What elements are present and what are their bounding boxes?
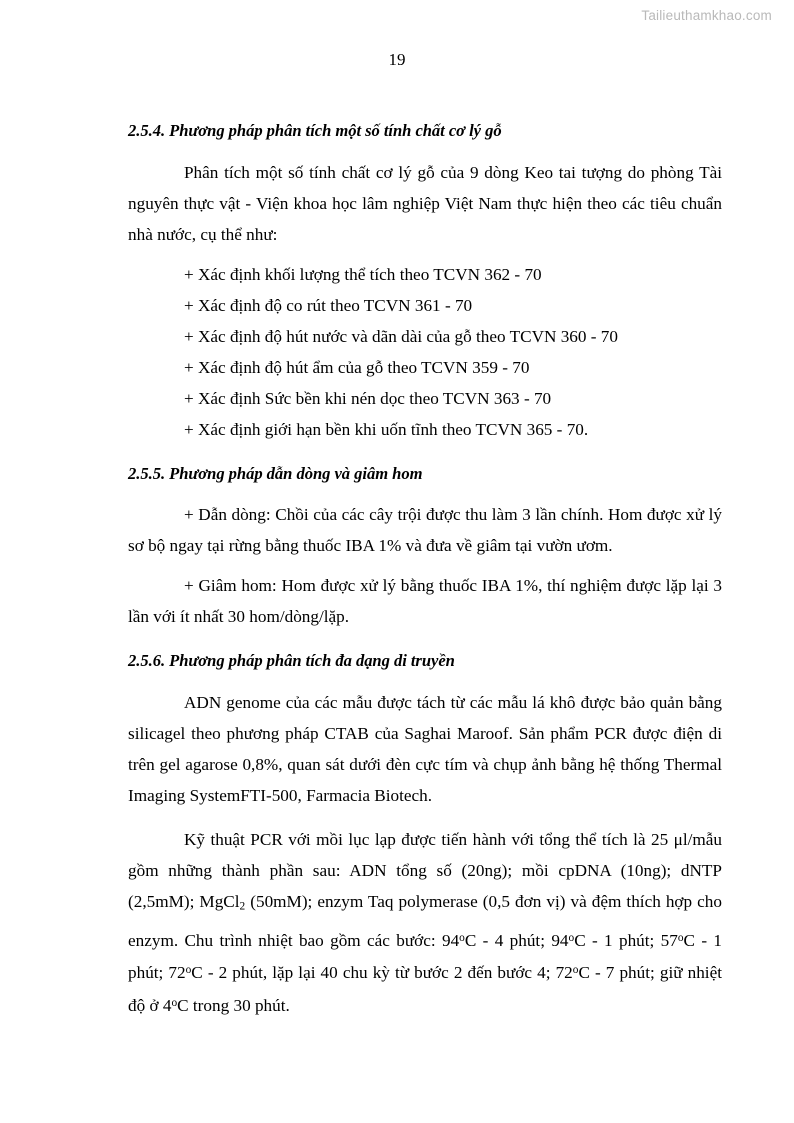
spacer bbox=[128, 144, 722, 157]
paragraph-dan-dong: + Dẫn dòng: Chồi của các cây trội được thu làm 3 lần chính. Hom được xử lý sơ bộ ngay tại rừng bằng thuốc IBA 1% và đưa về giâm tại vườn ươm. bbox=[128, 505, 722, 556]
spacer bbox=[128, 811, 722, 824]
list-item: + Xác định giới hạn bền khi uốn tĩnh theo TCVN 365 - 70. bbox=[184, 419, 589, 439]
heading-2-5-4: 2.5.4. Phương pháp phân tích một số tính chất cơ lý gỗ bbox=[128, 121, 502, 140]
pcr-text-1: Kỹ thuật PCR với mồi lục lạp được tiến hành với tổng thể tích là 25 μl/mẫu gồm những thành phần sau: ADN tổng số (20ng); mồi cpDNA (10ng); dNTP (2,5mM); MgCl bbox=[128, 830, 722, 912]
degree-superscript: o bbox=[185, 964, 192, 977]
heading-2-5-6: 2.5.6. Phương pháp phân tích đa dạng di truyền bbox=[128, 651, 455, 671]
list-item: + Xác định độ hút nước và dãn dài của gỗ theo TCVN 360 - 70 bbox=[184, 326, 618, 346]
spacer bbox=[128, 561, 722, 570]
spacer bbox=[128, 250, 722, 259]
paragraph-adn-genome: ADN genome của các mẫu được tách từ các mẫu lá khô được bảo quản bằng silicagel theo phương pháp CTAB của Saghai Maroof. Sản phẩm PCR được điện di trên gel agarose 0,8%, quan sát dưới đèn cực tím và chụp ảnh bằng hệ thống Thermal Imaging SystemFTI-500, Farmacia Biotech. bbox=[128, 693, 722, 806]
page-content bbox=[128, 118, 722, 1021]
degree-superscript: o bbox=[677, 931, 684, 944]
page-number: 19 bbox=[388, 50, 406, 69]
spacer bbox=[128, 674, 722, 687]
spacer bbox=[128, 632, 722, 648]
pcr-text-3: C - 4 phút; 94 bbox=[464, 930, 569, 950]
paragraph-2-5-4-intro: Phân tích một số tính chất cơ lý gỗ của 9 dòng Keo tai tượng do phòng Tài nguyên thực vật - Viện khoa học lâm nghiệp Việt Nam thực hiện theo các tiêu chuẩn nhà nước, cụ thể như: bbox=[128, 162, 722, 244]
paragraph-pcr-protocol bbox=[128, 824, 722, 1021]
pcr-text-7: C - 7 phút; giữ nhiệt độ ở 4 bbox=[128, 963, 722, 1015]
site-watermark: Tailieuthamkhao.com bbox=[641, 8, 772, 23]
degree-superscript: o bbox=[171, 997, 178, 1010]
spacer bbox=[128, 486, 722, 499]
pcr-text-2: (50mM); enzym Taq polymerase (0,5 đơn vị) và đệm thích hợp cho enzym. Chu trình nhiệt bao gồm các bước: 94 bbox=[128, 892, 722, 950]
pcr-text-5: C - 1 phút; 72 bbox=[128, 930, 722, 983]
list-item: + Xác định độ hút ẩm của gỗ theo TCVN 359 - 70 bbox=[184, 357, 530, 377]
pcr-text-8: C trong 30 phút. bbox=[177, 995, 290, 1015]
list-item: + Xác định khối lượng thể tích theo TCVN 362 - 70 bbox=[184, 264, 542, 284]
heading-2-5-5: 2.5.5. Phương pháp dẫn dòng và giâm hom bbox=[128, 463, 423, 483]
list-item: + Xác định Sức bền khi nén dọc theo TCVN 363 - 70 bbox=[184, 388, 552, 408]
degree-superscript: o bbox=[572, 964, 579, 977]
pcr-text-4: C - 1 phút; 57 bbox=[574, 930, 678, 950]
mgcl2-subscript: 2 bbox=[239, 900, 246, 913]
degree-superscript: o bbox=[459, 931, 465, 944]
paragraph-giam-hom: + Giâm hom: Hom được xử lý bằng thuốc IBA 1%, thí nghiệm được lặp lại 3 lần với ít nhất 30 hom/dòng/lặp. bbox=[128, 576, 722, 627]
pcr-text-6: C - 2 phút, lặp lại 40 chu kỳ từ bước 2 đến bước 4; 72 bbox=[191, 963, 573, 983]
spacer bbox=[128, 445, 722, 461]
list-item: + Xác định độ co rút theo TCVN 361 - 70 bbox=[184, 295, 473, 315]
tcvn-standards-list bbox=[128, 259, 722, 445]
degree-superscript: o bbox=[568, 931, 575, 944]
